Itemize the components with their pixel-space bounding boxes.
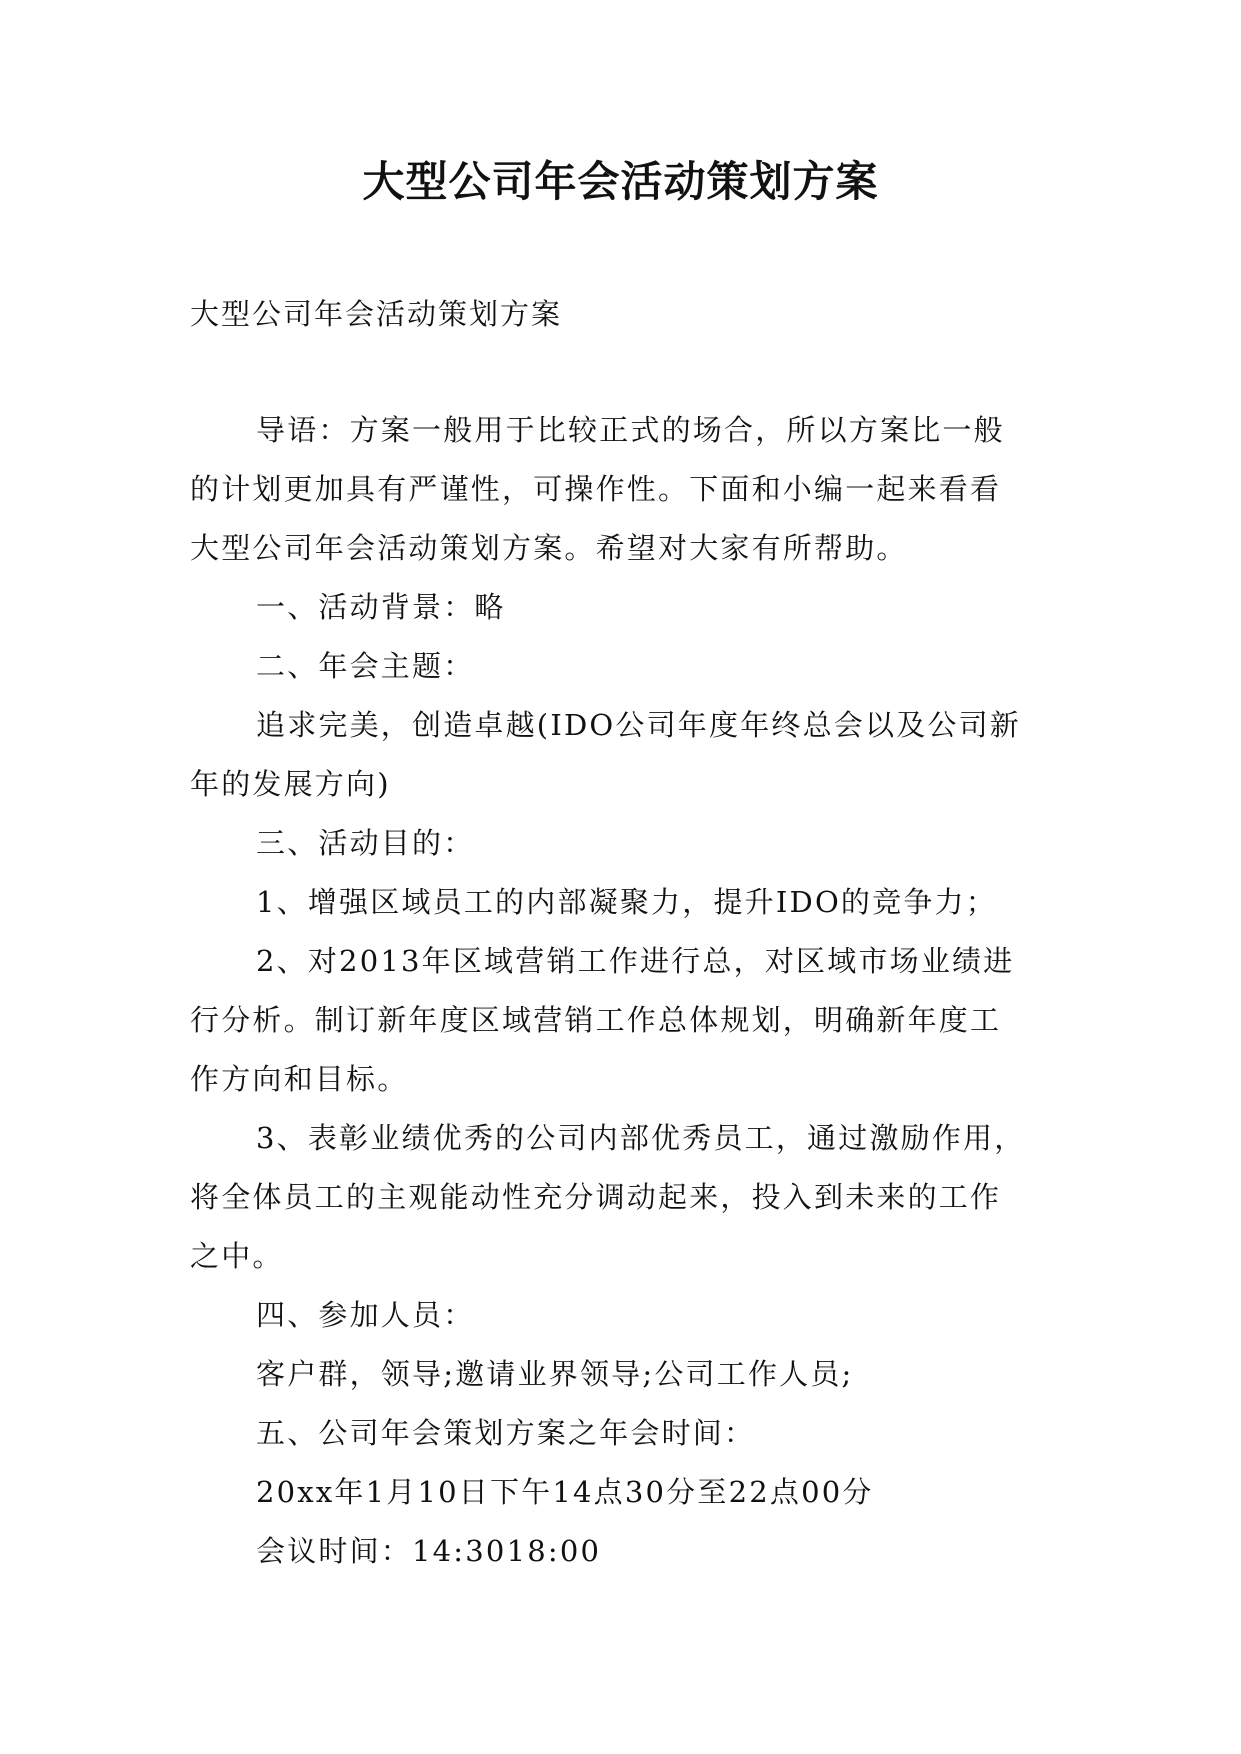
document-title: 大型公司年会活动策划方案 xyxy=(362,157,879,206)
section-heading-participants: 四、参加人员： xyxy=(256,1298,475,1332)
section-heading-theme: 二、年会主题： xyxy=(256,649,475,683)
intro-line-3: 大型公司年会活动策划方案。希望对大家有所帮助。 xyxy=(190,531,908,565)
purpose-item-2-line-3: 作方向和目标。 xyxy=(190,1062,409,1096)
theme-line-2: 年的发展方向) xyxy=(190,767,391,801)
event-time-line: 20xx年1月10日下午14点30分至22点00分 xyxy=(256,1475,874,1509)
section-heading-time: 五、公司年会策划方案之年会时间： xyxy=(256,1416,756,1450)
document-subtitle: 大型公司年会活动策划方案 xyxy=(190,297,563,331)
purpose-item-3-line-1: 3、表彰业绩优秀的公司内部优秀员工，通过激励作用， xyxy=(256,1121,1026,1155)
meeting-time-line: 会议时间：14:3018:00 xyxy=(256,1534,602,1568)
purpose-item-2-line-2: 行分析。制订新年度区域营销工作总体规划，明确新年度工 xyxy=(190,1003,1002,1037)
section-heading-purpose: 三、活动目的： xyxy=(256,826,475,860)
intro-line-2: 的计划更加具有严谨性，可操作性。下面和小编一起来看看 xyxy=(190,472,1002,506)
section-heading-background: 一、活动背景：略 xyxy=(256,590,506,624)
theme-line-1: 追求完美，创造卓越(IDO公司年度年终总会以及公司新 xyxy=(256,708,1021,742)
purpose-item-2-line-1: 2、对2013年区域营销工作进行总，对区域市场业绩进 xyxy=(256,944,1015,978)
intro-line-1: 导语：方案一般用于比较正式的场合，所以方案比一般 xyxy=(256,413,1005,447)
purpose-item-3-line-3: 之中。 xyxy=(190,1239,284,1273)
purpose-item-3-line-2: 将全体员工的主观能动性充分调动起来，投入到未来的工作 xyxy=(190,1180,1002,1214)
participants-line: 客户群，领导;邀请业界领导;公司工作人员; xyxy=(256,1357,854,1391)
purpose-item-1: 1、增强区域员工的内部凝聚力，提升IDO的竞争力； xyxy=(256,885,997,919)
